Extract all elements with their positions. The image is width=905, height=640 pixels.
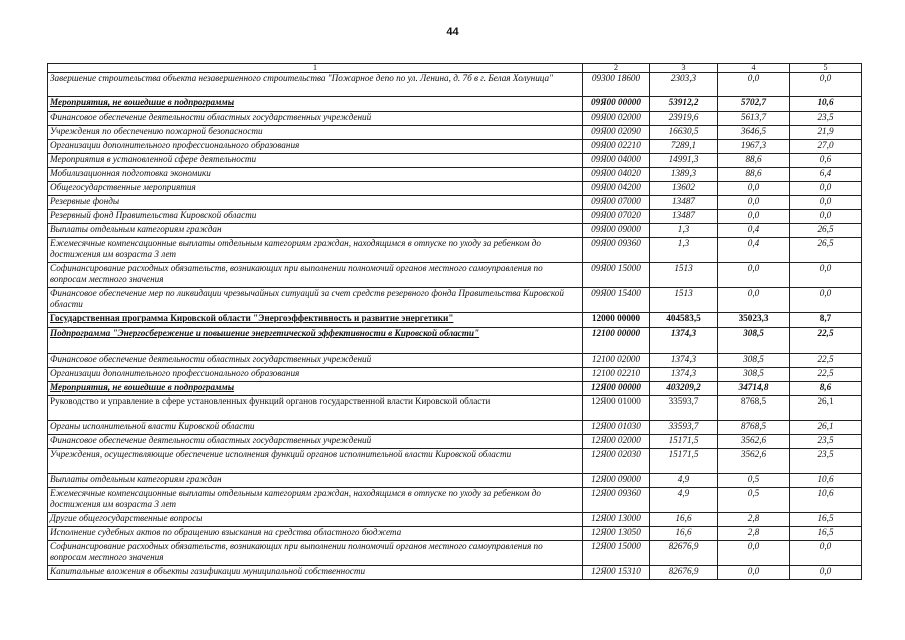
table-row [48,328,862,354]
row-code-cell: 12Я00 13000 [583,513,650,527]
row-plan-cell: 15171,5 [650,435,718,449]
table-row [48,474,862,488]
row-percent-cell: 0,6 [790,154,862,168]
row-name-cell: Софинансирование расходных обязательств, возникающих при выполнении полномочий органов местного самоуправления по вопросам местного значения [48,541,583,566]
row-code-cell: 12100 02000 [583,354,650,368]
row-code-cell: 12Я00 01000 [583,396,650,421]
row-name-cell: Резервный фонд Правительства Кировской области [48,210,583,224]
row-plan-cell: 33593,7 [650,396,718,421]
row-code-cell: 09Я00 04000 [583,154,650,168]
row-percent-cell: 8,7 [790,313,862,328]
row-code-cell: 12Я00 15000 [583,541,650,566]
table-row [48,488,862,513]
row-name-cell: Руководство и управление в сфере установленных функций органов государственной власти Кировской области [48,396,583,421]
column-header: 1 [48,64,583,73]
row-code-cell: 09Я00 04020 [583,168,650,182]
row-actual-cell: 308,5 [718,368,790,382]
row-actual-cell: 34714,8 [718,382,790,396]
row-percent-cell: 0,0 [790,541,862,566]
row-name-cell: Другие общегосударственные вопросы [48,513,583,527]
table-row [48,263,862,288]
column-header: 5 [790,64,862,73]
row-code-cell: 09300 18600 [583,73,650,97]
table-row [48,196,862,210]
row-name-cell: Капитальные вложения в объекты газификации муниципальной собственности [48,566,583,580]
row-code-cell: 12100 02210 [583,368,650,382]
row-name-cell: Общегосударственные мероприятия [48,182,583,196]
table-row [48,126,862,140]
row-percent-cell: 0,0 [790,566,862,580]
budget-table [47,63,862,580]
column-header: 4 [718,64,790,73]
row-percent-cell: 22,5 [790,368,862,382]
row-plan-cell: 404583,5 [650,313,718,328]
row-plan-cell: 1,3 [650,224,718,238]
row-name-cell: Выплаты отдельным категориям граждан [48,474,583,488]
table-row [48,182,862,196]
row-percent-cell: 0,0 [790,263,862,288]
table-row [48,396,862,421]
row-name-cell: Мобилизационная подготовка экономики [48,168,583,182]
row-code-cell: 12Я00 09360 [583,488,650,513]
row-name-cell: Органы исполнительной власти Кировской области [48,421,583,435]
row-name-cell: Софинансирование расходных обязательств, возникающих при выполнении полномочий органов местного самоуправления по вопросам местного значения [48,263,583,288]
row-code-cell: 09Я00 02210 [583,140,650,154]
row-percent-cell: 16,5 [790,513,862,527]
row-percent-cell: 26,5 [790,224,862,238]
row-plan-cell: 13487 [650,196,718,210]
row-actual-cell: 5702,7 [718,97,790,112]
row-code-cell: 09Я00 04200 [583,182,650,196]
row-plan-cell: 1389,3 [650,168,718,182]
row-actual-cell: 0,0 [718,73,790,97]
row-percent-cell: 10,6 [790,488,862,513]
row-name-cell: Мероприятия, не вошедшие в подпрограммы [48,382,583,396]
table-row [48,513,862,527]
row-code-cell: 09Я00 07020 [583,210,650,224]
row-actual-cell: 5613,7 [718,112,790,126]
row-actual-cell: 8768,5 [718,396,790,421]
row-percent-cell: 27,0 [790,140,862,154]
table-row [48,97,862,112]
row-plan-cell: 53912,2 [650,97,718,112]
row-plan-cell: 15171,5 [650,449,718,474]
row-percent-cell: 0,0 [790,73,862,97]
row-name-cell: Подпрограмма "Энергосбережение и повышение энергетической эффективности в Кировской области" [48,328,583,354]
row-name-cell: Организации дополнительного профессионального образования [48,368,583,382]
row-percent-cell: 6,4 [790,168,862,182]
row-plan-cell: 1,3 [650,238,718,263]
row-actual-cell: 3562,6 [718,435,790,449]
row-plan-cell: 82676,9 [650,566,718,580]
row-name-cell: Учреждения, осуществляющие обеспечение исполнения функций органов исполнительной власти Кировской области [48,449,583,474]
row-percent-cell: 8,6 [790,382,862,396]
row-plan-cell: 7289,1 [650,140,718,154]
row-plan-cell: 13602 [650,182,718,196]
row-code-cell: 12Я00 09000 [583,474,650,488]
table-row [48,238,862,263]
table-row [48,154,862,168]
row-actual-cell: 2,8 [718,513,790,527]
row-plan-cell: 13487 [650,210,718,224]
row-plan-cell: 1513 [650,288,718,313]
row-name-cell: Учреждения по обеспечению пожарной безопасности [48,126,583,140]
row-percent-cell: 10,6 [790,97,862,112]
row-actual-cell: 1967,3 [718,140,790,154]
row-code-cell: 12Я00 02030 [583,449,650,474]
row-name-cell: Государственная программа Кировской области "Энергоэффективность и развитие энергетики" [48,313,583,328]
row-name-cell: Завершение строительства объекта незавершенного строительства "Пожарное депо по ул. Ленина, д. 7б в г. Белая Холуница" [48,73,583,97]
row-code-cell: 12Я00 13050 [583,527,650,541]
row-percent-cell: 23,5 [790,449,862,474]
table-row [48,368,862,382]
row-plan-cell: 403209,2 [650,382,718,396]
row-plan-cell: 2303,3 [650,73,718,97]
table-row [48,449,862,474]
row-actual-cell: 0,5 [718,474,790,488]
table-row [48,224,862,238]
row-name-cell: Исполнение судебных актов по обращению взыскания на средства областного бюджета [48,527,583,541]
row-plan-cell: 1374,3 [650,368,718,382]
row-actual-cell: 0,0 [718,566,790,580]
row-actual-cell: 0,4 [718,224,790,238]
row-percent-cell: 21,9 [790,126,862,140]
column-header: 2 [583,64,650,73]
table-row [48,421,862,435]
row-name-cell: Финансовое обеспечение деятельности областных государственных учреждений [48,354,583,368]
table-row [48,73,862,97]
row-actual-cell: 0,0 [718,182,790,196]
row-code-cell: 12Я00 01030 [583,421,650,435]
row-plan-cell: 4,9 [650,488,718,513]
row-actual-cell: 308,5 [718,354,790,368]
row-actual-cell: 3646,5 [718,126,790,140]
row-actual-cell: 0,4 [718,238,790,263]
row-name-cell: Мероприятия, не вошедшие в подпрограммы [48,97,583,112]
row-code-cell: 12100 00000 [583,328,650,354]
table-row [48,168,862,182]
row-plan-cell: 1513 [650,263,718,288]
row-percent-cell: 0,0 [790,210,862,224]
table-row [48,566,862,580]
row-percent-cell: 10,6 [790,474,862,488]
row-percent-cell: 22,5 [790,328,862,354]
column-header: 3 [650,64,718,73]
row-name-cell: Мероприятия в установленной сфере деятельности [48,154,583,168]
row-percent-cell: 22,5 [790,354,862,368]
row-code-cell: 09Я00 09360 [583,238,650,263]
table-row [48,140,862,154]
page-number: 44 [446,26,459,38]
row-percent-cell: 0,0 [790,288,862,313]
row-code-cell: 09Я00 09000 [583,224,650,238]
row-actual-cell: 308,5 [718,328,790,354]
row-actual-cell: 0,0 [718,288,790,313]
row-actual-cell: 0,0 [718,210,790,224]
row-name-cell: Финансовое обеспечение деятельности областных государственных учреждений [48,112,583,126]
row-code-cell: 09Я00 07000 [583,196,650,210]
row-percent-cell: 26,1 [790,396,862,421]
row-code-cell: 09Я00 00000 [583,97,650,112]
row-plan-cell: 82676,9 [650,541,718,566]
table-row [48,527,862,541]
row-plan-cell: 1374,3 [650,354,718,368]
row-percent-cell: 0,0 [790,182,862,196]
row-actual-cell: 0,5 [718,488,790,513]
row-name-cell: Выплаты отдельным категориям граждан [48,224,583,238]
row-actual-cell: 2,8 [718,527,790,541]
table-row [48,541,862,566]
row-plan-cell: 16,6 [650,513,718,527]
row-actual-cell: 3562,6 [718,449,790,474]
row-percent-cell: 26,1 [790,421,862,435]
row-percent-cell: 23,5 [790,112,862,126]
row-code-cell: 12000 00000 [583,313,650,328]
row-actual-cell: 0,0 [718,196,790,210]
row-percent-cell: 0,0 [790,196,862,210]
row-plan-cell: 23919,6 [650,112,718,126]
row-code-cell: 09Я00 15400 [583,288,650,313]
table-row [48,112,862,126]
table-row [48,288,862,313]
row-actual-cell: 0,0 [718,541,790,566]
row-actual-cell: 88,6 [718,168,790,182]
table-header-row [48,64,862,73]
row-actual-cell: 0,0 [718,263,790,288]
row-name-cell: Ежемесячные компенсационные выплаты отдельным категориям граждан, находящимся в отпуске по уходу за ребенком до достижения им возраста 3 лет [48,238,583,263]
row-code-cell: 09Я00 02090 [583,126,650,140]
row-plan-cell: 4,9 [650,474,718,488]
row-name-cell: Финансовое обеспечение мер по ликвидации чрезвычайных ситуаций за счет средств резервного фонда Правительства Кировской области [48,288,583,313]
row-plan-cell: 16,6 [650,527,718,541]
row-plan-cell: 16630,5 [650,126,718,140]
row-percent-cell: 26,5 [790,238,862,263]
row-name-cell: Организации дополнительного профессионального образования [48,140,583,154]
table-row [48,313,862,328]
row-percent-cell: 23,5 [790,435,862,449]
row-actual-cell: 88,6 [718,154,790,168]
row-code-cell: 12Я00 02000 [583,435,650,449]
row-name-cell: Ежемесячные компенсационные выплаты отдельным категориям граждан, находящимся в отпуске по уходу за ребенком до достижения им возраста 3 лет [48,488,583,513]
table-row [48,382,862,396]
row-plan-cell: 14991,3 [650,154,718,168]
row-name-cell: Финансовое обеспечение деятельности областных государственных учреждений [48,435,583,449]
row-name-cell: Резервные фонды [48,196,583,210]
table-row [48,354,862,368]
row-plan-cell: 1374,3 [650,328,718,354]
row-actual-cell: 35023,3 [718,313,790,328]
row-code-cell: 09Я00 02000 [583,112,650,126]
row-code-cell: 09Я00 15000 [583,263,650,288]
table-row [48,435,862,449]
row-plan-cell: 33593,7 [650,421,718,435]
row-code-cell: 12Я00 15310 [583,566,650,580]
row-percent-cell: 16,5 [790,527,862,541]
row-code-cell: 12Я00 00000 [583,382,650,396]
table-row [48,210,862,224]
row-actual-cell: 8768,5 [718,421,790,435]
